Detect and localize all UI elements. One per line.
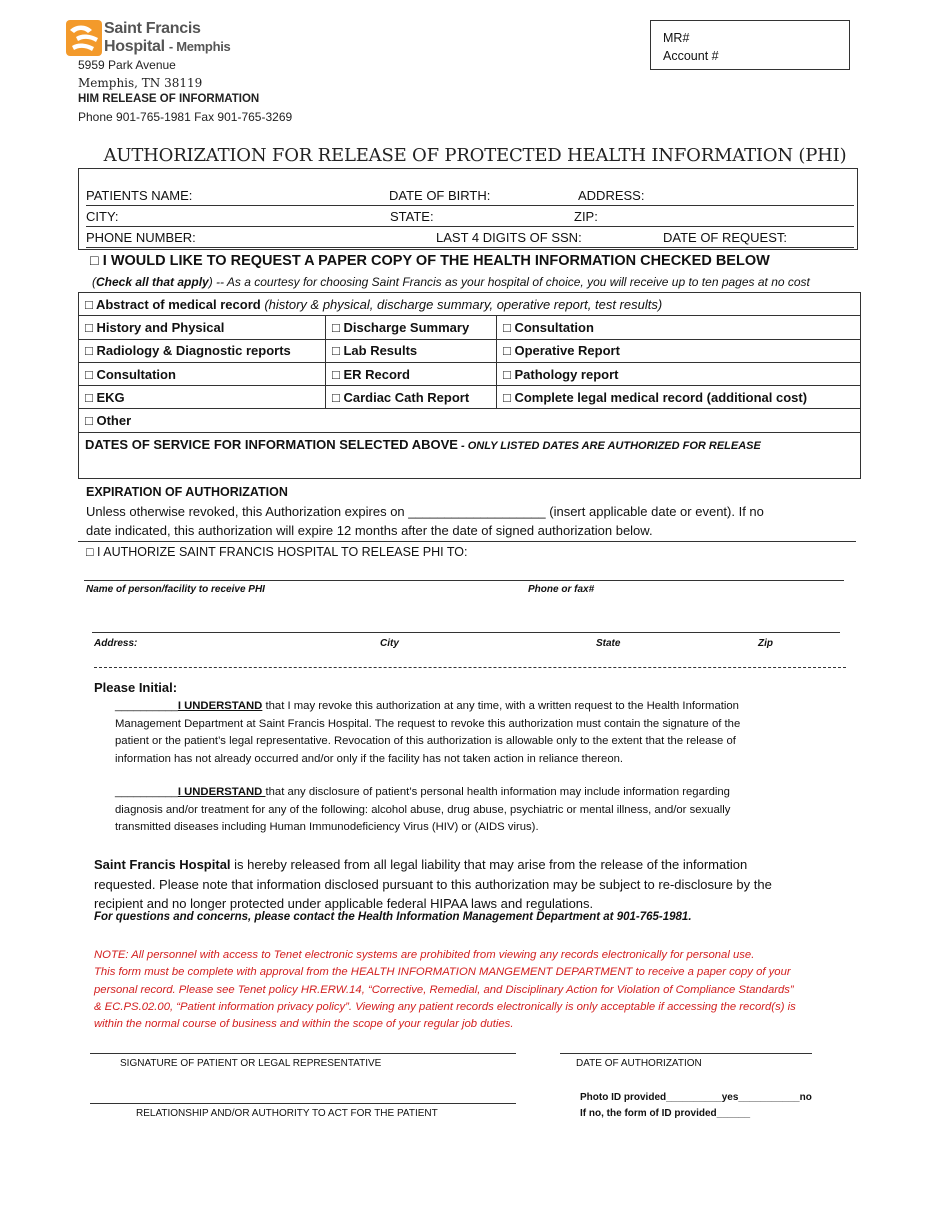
records-table <box>78 292 861 479</box>
dashed-divider <box>94 667 846 668</box>
street-address: 5959 Park Avenue <box>78 58 176 72</box>
initial-paragraph-2[interactable]: __________I UNDERSTAND that any disclosure of patient’s personal health information may include information regarding diagnosis and/or treatment for any of the following: alcohol abuse, drug abuse, psychiatric or mental illness, and/or sexually transmitted diseases including Human Immunodeficiency Virus (HIV) or (AIDS virus). <box>115 786 731 833</box>
account-label: Account # <box>663 49 719 63</box>
address-label: ADDRESS: <box>578 188 645 203</box>
hospital-logo-icon <box>66 20 102 56</box>
table-row <box>79 432 861 478</box>
er-record-checkbox[interactable]: □ ER Record <box>326 362 497 385</box>
recipient-address-line[interactable] <box>92 632 840 633</box>
relationship-line[interactable] <box>90 1103 516 1104</box>
patient-row-3[interactable] <box>86 230 854 248</box>
operative-report-checkbox[interactable]: □ Operative Report <box>497 339 861 362</box>
request-subtitle: (Check all that apply) -- As a courtesy for choosing Saint Francis as your hospital of choice, you will receive up to ten pages at no cost <box>92 275 810 289</box>
id-form-field[interactable]: If no, the form of ID provided______ <box>580 1108 751 1119</box>
table-row <box>79 409 861 432</box>
discharge-summary-checkbox[interactable]: □ Discharge Summary <box>326 316 497 339</box>
city-address: Memphis, TN 38119 <box>78 76 203 90</box>
request-paper-copy-checkbox[interactable]: □ I WOULD LIKE TO REQUEST A PAPER COPY OF THE HEALTH INFORMATION CHECKED BELOW <box>90 253 770 269</box>
mr-label: MR# <box>663 31 690 45</box>
request-date-label: DATE OF REQUEST: <box>663 230 787 245</box>
liability-paragraph: Saint Francis Hospital is hereby released from all legal liability that may arise from the release of the information requested. Please note that information disclosed pursuant to this authorization may be subject to re-disclosure by the recipient and no longer protected under applicable federal HIPAA laws and regulations. <box>94 857 772 911</box>
relationship-label: RELATIONSHIP AND/OR AUTHORITY TO ACT FOR THE PATIENT <box>136 1108 438 1119</box>
phone-fax: Phone 901-765-1981 Fax 901-765-3269 <box>78 110 293 124</box>
table-row <box>79 293 861 316</box>
table-row <box>79 339 861 362</box>
please-initial-heading: Please Initial: <box>94 680 178 695</box>
department-name: HIM RELEASE OF INFORMATION <box>78 93 260 105</box>
phone-label: PHONE NUMBER: <box>86 230 196 245</box>
expiration-line2: date indicated, this authorization will expire 12 months after the date of signed authorization below. <box>86 523 653 538</box>
zip-field-label: Zip <box>758 638 773 649</box>
date-authorization-label: DATE OF AUTHORIZATION <box>576 1058 702 1069</box>
contact-line: For questions and concerns, please contact the Health Information Management Department at 901-765-1981. <box>94 911 692 923</box>
ekg-checkbox[interactable]: □ EKG <box>79 386 326 409</box>
signature-line[interactable] <box>90 1053 516 1054</box>
table-row <box>79 386 861 409</box>
consultation-checkbox[interactable]: □ Consultation <box>497 316 861 339</box>
divider <box>78 541 856 542</box>
zip-label: ZIP: <box>574 209 598 224</box>
recipient-name-label: Name of person/facility to receive PHI <box>86 584 265 595</box>
city-field-label: City <box>380 638 399 649</box>
table-row <box>79 362 861 385</box>
history-physical-checkbox[interactable]: □ History and Physical <box>79 316 326 339</box>
dates-of-service-field[interactable]: DATES OF SERVICE FOR INFORMATION SELECTED ABOVE - ONLY LISTED DATES ARE AUTHORIZED FOR RELEASE <box>79 432 861 478</box>
state-field-label: State <box>596 638 621 649</box>
logo-name-line1: Saint Francis <box>104 20 201 37</box>
page-title: AUTHORIZATION FOR RELEASE OF PROTECTED HEALTH INFORMATION (PHI) <box>103 145 847 166</box>
table-row <box>79 316 861 339</box>
other-checkbox[interactable]: □ Other <box>79 409 861 432</box>
expiration-heading: EXPIRATION OF AUTHORIZATION <box>86 485 288 499</box>
initial-paragraph-1[interactable]: __________I UNDERSTAND that I may revoke this authorization at any time, with a written request to the Health Information Management Department at Saint Francis Hospital. The request to revoke this authorization must contain the signature of the patient or the patient’s legal representative. Revocation of this authorization is allowable only to the extent that the release of information has not already occurred and/or only if the facility has not taken action in reliance thereon. <box>115 700 741 765</box>
expiration-line1: Unless otherwise revoked, this Authorization expires on ___________________ (insert applicable date or event). If no <box>86 504 764 519</box>
logo-name-line2: Hospital - Memphis <box>104 38 231 55</box>
radiology-checkbox[interactable]: □ Radiology & Diagnostic reports <box>79 339 326 362</box>
state-label: STATE: <box>390 209 434 224</box>
mr-account-box[interactable] <box>650 20 850 70</box>
photo-id-field[interactable]: Photo ID provided__________yes___________no <box>580 1092 812 1103</box>
recipient-name-line[interactable] <box>84 580 844 581</box>
patient-row-1[interactable] <box>86 188 854 206</box>
patient-row-2[interactable] <box>86 209 854 227</box>
abstract-checkbox[interactable]: □ Abstract of medical record (history & physical, discharge summary, operative report, test results) <box>79 293 861 316</box>
authorize-release-checkbox[interactable]: □ I AUTHORIZE SAINT FRANCIS HOSPITAL TO RELEASE PHI TO: <box>86 545 468 559</box>
patient-name-label: PATIENTS NAME: <box>86 188 193 203</box>
ssn-label: LAST 4 DIGITS OF SSN: <box>436 230 582 245</box>
consultation-checkbox-2[interactable]: □ Consultation <box>79 362 326 385</box>
lab-results-checkbox[interactable]: □ Lab Results <box>326 339 497 362</box>
complete-record-checkbox[interactable]: □ Complete legal medical record (additional cost) <box>497 386 861 409</box>
dob-label: DATE OF BIRTH: <box>389 188 491 203</box>
tenet-note: NOTE: All personnel with access to Tenet electronic systems are prohibited from viewing any records electronically for personal use. This form must be complete with approval from the HEALTH INFORMATION MANGEMENT DEPARTMENT to receive a paper copy of your personal record. Please see Tenet policy HR.ERW.14, “Corrective, Remedial, and Disciplinary Action for Violation of Compliance Standards” & EC.PS.02.00, “Patient information privacy policy”. Viewing any patient records electronically is only acceptable if accessing the record(s) is within the normal course of business and within the scope of your regular job duties. <box>94 949 796 1031</box>
date-authorization-line[interactable] <box>560 1053 812 1054</box>
cardiac-cath-checkbox[interactable]: □ Cardiac Cath Report <box>326 386 497 409</box>
address-field-label: Address: <box>94 638 138 649</box>
recipient-phone-label: Phone or fax# <box>528 584 595 595</box>
pathology-report-checkbox[interactable]: □ Pathology report <box>497 362 861 385</box>
city-label: CITY: <box>86 209 119 224</box>
signature-label: SIGNATURE OF PATIENT OR LEGAL REPRESENTATIVE <box>120 1058 382 1069</box>
